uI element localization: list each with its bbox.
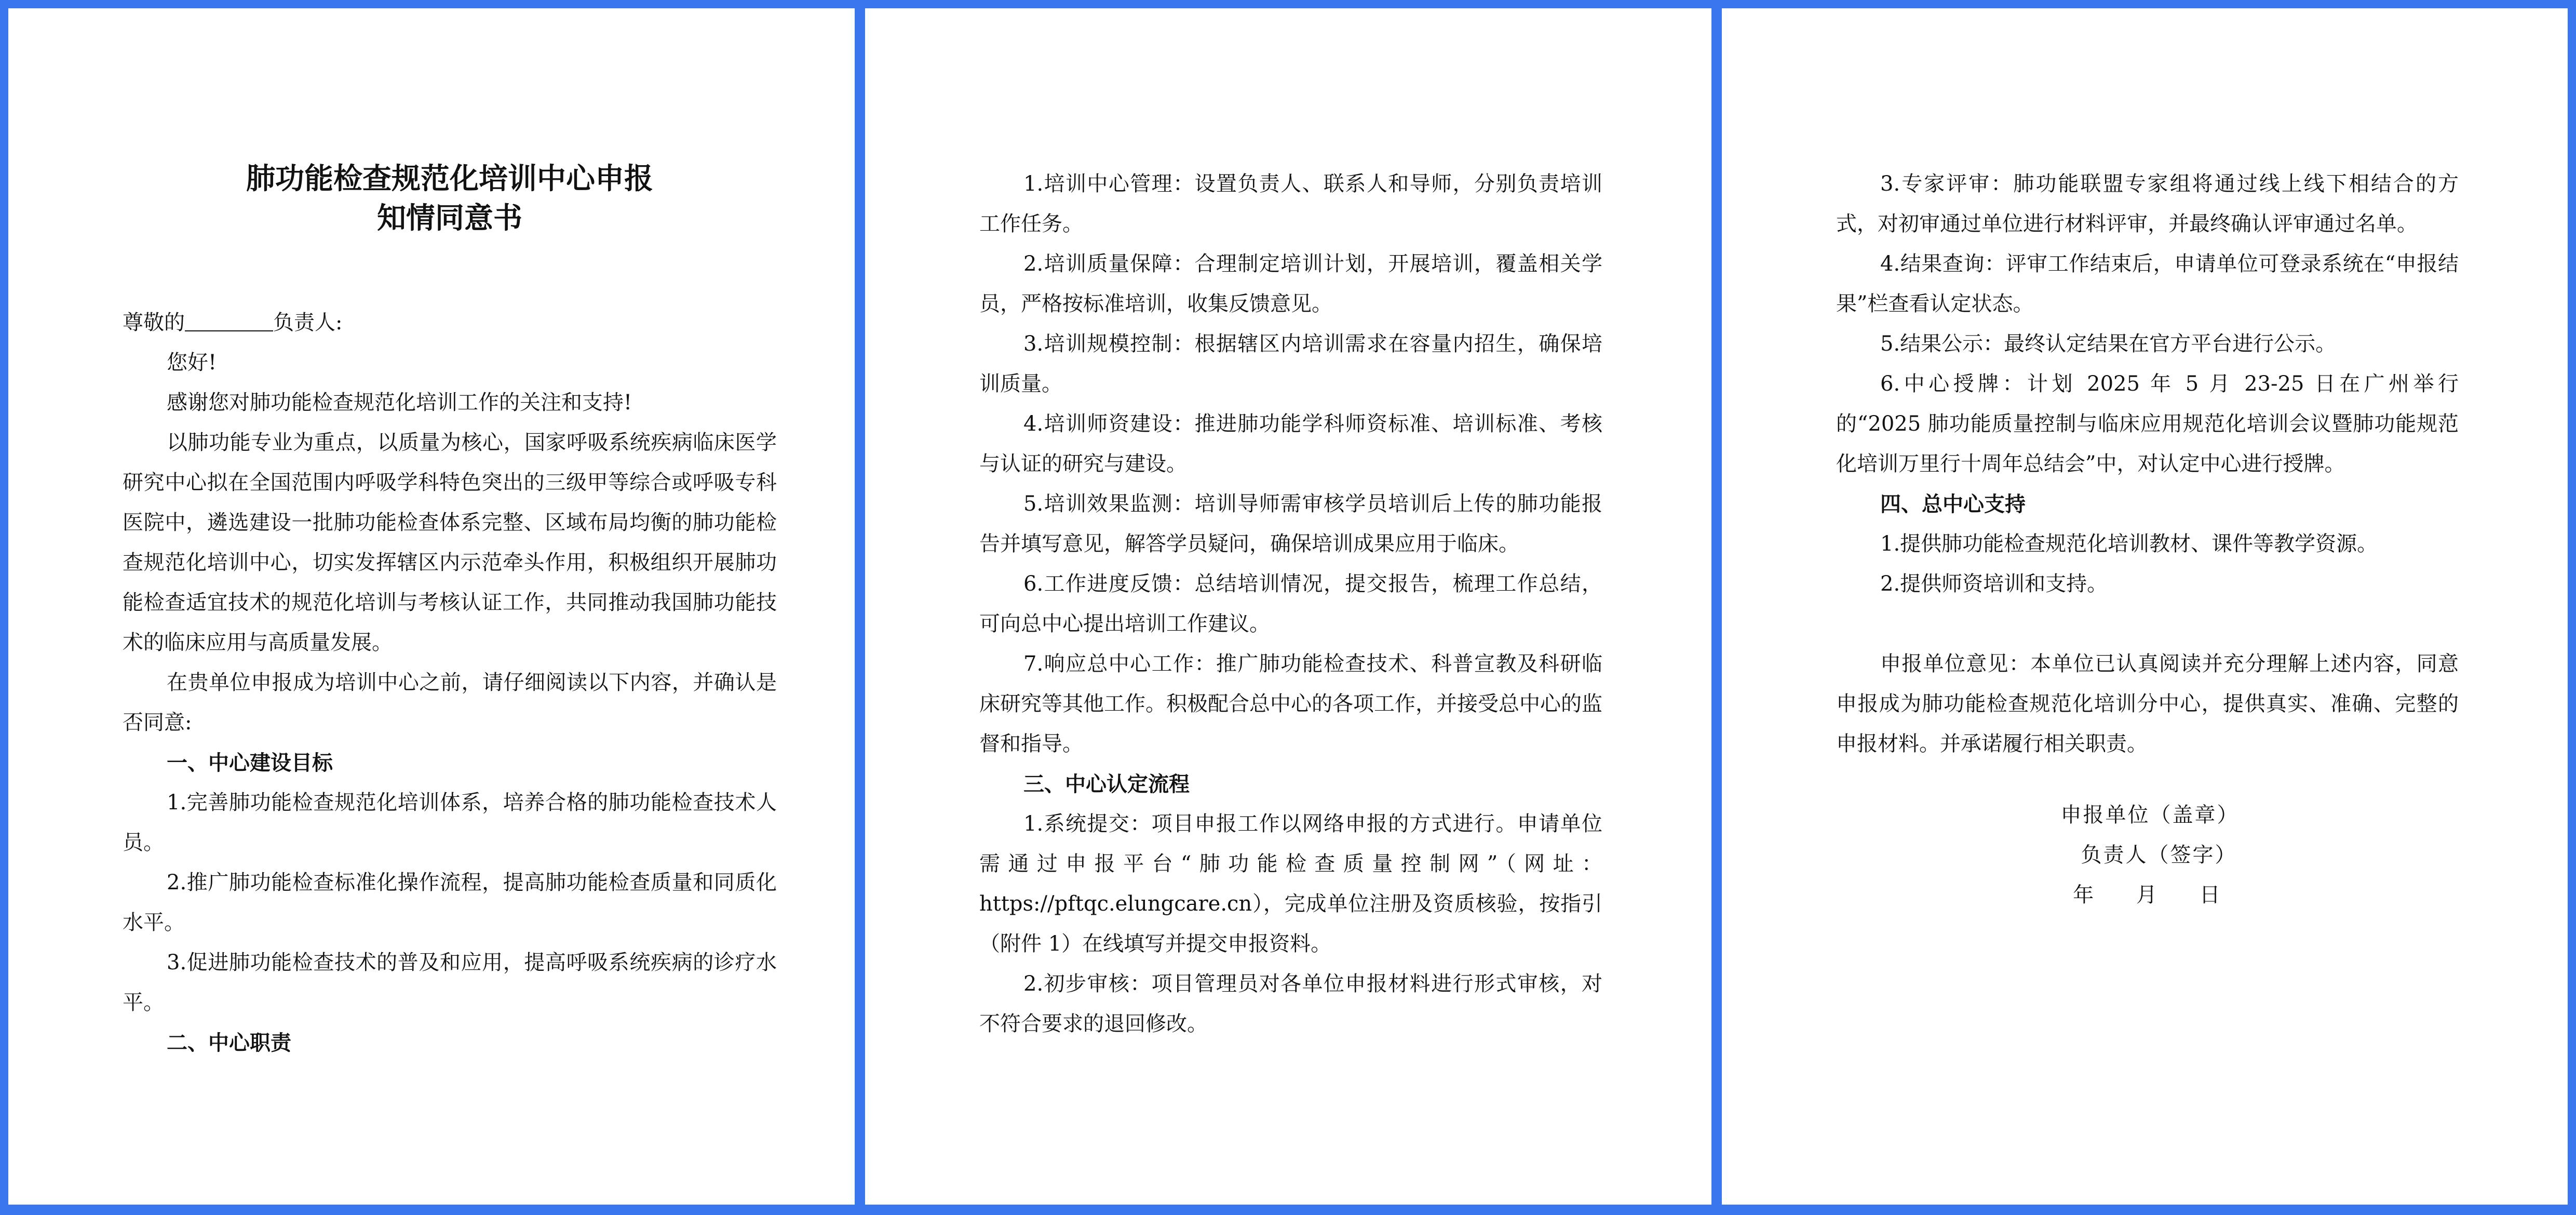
- sign-person: 负责人（签字）: [2081, 843, 2237, 867]
- process-step-6: 6.中心授牌：计划 2025 年 5 月 23-25 日在广州举行的“2025 肺功能质量控制与临床应用规范化培训会议暨肺功能规范化培训万里行十周年总结会”中，对认定中心进行授牌。: [1836, 372, 2459, 476]
- document-page-1: [8, 8, 855, 1205]
- notice-paragraph: 在贵单位申报成为培训中心之前，请仔细阅读以下内容，并确认是否同意:: [123, 671, 777, 735]
- goal-item-1: 1.完善肺功能检查规范化培训体系，培养合格的肺功能检查技术人员。: [123, 791, 777, 854]
- document-page-2: [865, 8, 1711, 1205]
- section-heading-support: 四、总中心支持: [1880, 492, 2026, 516]
- salutation: [123, 303, 777, 343]
- duty-item-4: 4.培训师资建设：推进肺功能学科师资标准、培训标准、考核与认证的研究与建设。: [979, 412, 1602, 476]
- duty-item-5: 5.培训效果监测：培训导师需审核学员培训后上传的肺功能报告并填写意见，解答学员疑问，确保培训成果应用于临床。: [979, 492, 1602, 556]
- duty-item-7: 7.响应总中心工作：推广肺功能检查技术、科普宣教及科研临床研究等其他工作。积极配合总中心的各项工作，并接受总中心的监督和指导。: [979, 652, 1602, 756]
- applicant-opinion: 申报单位意见：本单位已认真阅读并充分理解上述内容，同意申报成为肺功能检查规范化培训分中心，提供真实、准确、完整的申报材料。并承诺履行相关职责。: [1836, 652, 2459, 756]
- duty-item-6: 6.工作进度反馈：总结培训情况，提交报告，梳理工作总结，可向总中心提出培训工作建议。: [979, 572, 1602, 636]
- section-heading-duties: 二、中心职责: [167, 1031, 291, 1055]
- duty-item-1: 1.培训中心管理：设置负责人、联系人和导师，分别负责培训工作任务。: [979, 172, 1602, 236]
- process-step-4: 4.结果查询：评审工作结束后，申请单位可登录系统在“申报结果”栏查看认定状态。: [1836, 252, 2459, 316]
- document-page-3: [1722, 8, 2568, 1205]
- process-step-5: 5.结果公示：最终认定结果在官方平台进行公示。: [1880, 332, 2337, 356]
- section-heading-process: 三、中心认定流程: [1023, 772, 1190, 796]
- process-step-3: 3.专家评审：肺功能联盟专家组将通过线上线下相结合的方式，对初审通过单位进行材料评审，并最终确认评审通过名单。: [1836, 172, 2459, 236]
- spacer: [1836, 604, 2459, 644]
- sign-unit-seal: 申报单位（盖章）: [2060, 803, 2240, 827]
- support-item-1: 1.提供肺功能检查规范化培训教材、课件等教学资源。: [1880, 532, 2378, 556]
- duty-item-2: 2.培训质量保障：合理制定培训计划，开展培训，覆盖相关学员，严格按标准培训，收集反馈意见。: [979, 252, 1602, 316]
- greeting: 您好!: [167, 351, 217, 375]
- salutation-suffix: 负责人:: [273, 311, 343, 335]
- recipient-blank: [185, 313, 273, 331]
- section-heading-goals: 一、中心建设目标: [167, 751, 333, 775]
- sign-date: 年 月 日: [2073, 883, 2222, 907]
- process-step-1: 1.系统提交：项目申报工作以网络申报的方式进行。申请单位需通过申报平台“肺功能检查质量控制网”（网址：https://pftqc.elungcare.cn），完成单位注册及资质核验，按指引（附件 1）在线填写并提交申报资料。: [979, 812, 1602, 956]
- duty-item-3: 3.培训规模控制：根据辖区内培训需求在容量内招生，确保培训质量。: [979, 332, 1602, 396]
- document-title: [123, 159, 777, 238]
- support-item-2: 2.提供师资培训和支持。: [1880, 572, 2108, 596]
- salutation-prefix: 尊敬的: [123, 311, 185, 335]
- title-line-1: 肺功能检查规范化培训中心申报: [246, 162, 653, 196]
- process-step-2: 2.初步审核：项目管理员对各单位申报材料进行形式审核，对不符合要求的退回修改。: [979, 972, 1602, 1036]
- title-line-2: 知情同意书: [377, 201, 522, 235]
- goal-item-2: 2.推广肺功能检查标准化操作流程，提高肺功能检查质量和同质化水平。: [123, 871, 777, 934]
- thanks-paragraph: 感谢您对肺功能检查规范化培训工作的关注和支持!: [167, 391, 632, 415]
- goal-item-3: 3.促进肺功能检查技术的普及和应用，提高呼吸系统疾病的诊疗水平。: [123, 951, 777, 1014]
- signature-block: [1836, 795, 2459, 915]
- intro-paragraph: 以肺功能专业为重点，以质量为核心，国家呼吸系统疾病临床医学研究中心拟在全国范围内呼吸学科特色突出的三级甲等综合或呼吸专科医院中，遴选建设一批肺功能检查体系完整、区域布局均衡的肺功能检查规范化培训中心，切实发挥辖区内示范牵头作用，积极组织开展肺功能检查适宜技术的规范化培训与考核认证工作，共同推动我国肺功能技术的临床应用与高质量发展。: [123, 431, 777, 655]
